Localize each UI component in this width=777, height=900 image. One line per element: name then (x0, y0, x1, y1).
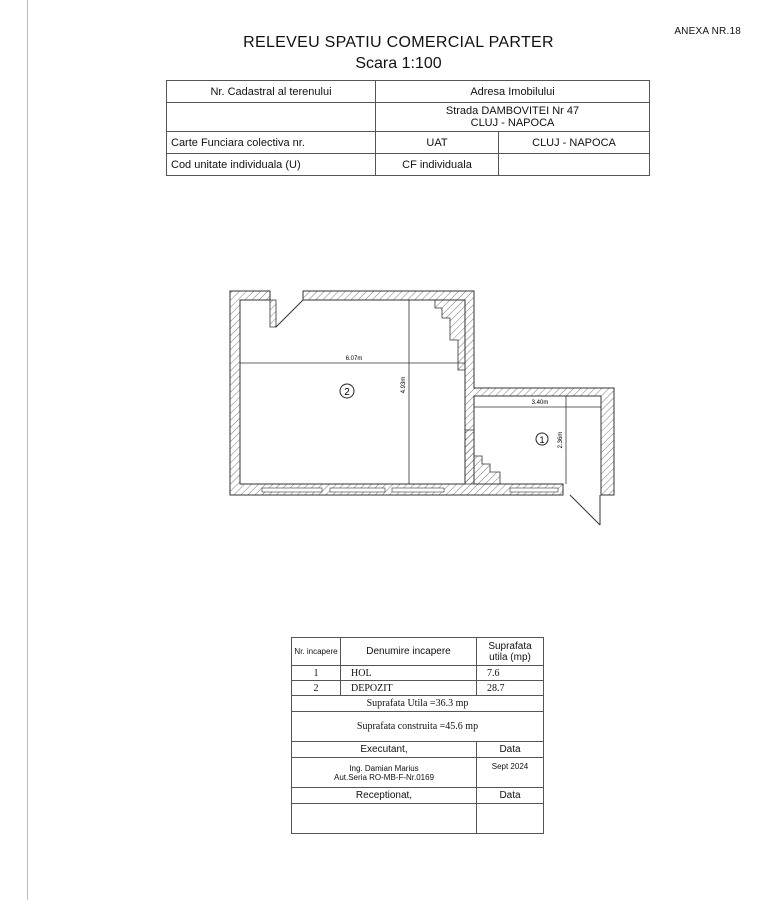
executant-label: Executant, (292, 742, 477, 758)
plan-window (392, 488, 444, 492)
address-city: CLUJ - NAPOCA (470, 117, 555, 129)
dim-room1-height: 2.36m (558, 431, 564, 449)
received-date (477, 804, 544, 834)
executant-details (292, 758, 477, 788)
usable-area-total: Suprafata Utila =36.3 mp (292, 696, 544, 712)
built-area-total: Suprafata construita =45.6 mp (292, 712, 544, 742)
uat-value: CLUJ - NAPOCA (499, 132, 650, 154)
plan-window (330, 488, 385, 492)
cf-collective-label: Carte Funciara colectiva nr. (167, 132, 376, 154)
address-street: Strada DAMBOVITEI Nr 47 (445, 105, 580, 117)
plan-outer-wall (230, 291, 614, 495)
uat-label: UAT (376, 132, 499, 154)
plan-stepped-wall (435, 300, 465, 370)
room-nr: 1 (292, 666, 341, 681)
rooms-table (291, 637, 544, 834)
executant-date: Sept 2024 (477, 758, 544, 788)
table-row (292, 681, 544, 696)
document-title: RELEVEU SPATIU COMERCIAL PARTER (243, 34, 554, 51)
col-header-nr: Nr. incapere (292, 638, 341, 666)
table-row (292, 666, 544, 681)
room-area: 7.6 (477, 666, 544, 681)
dim-room2-width: 6.07m (345, 356, 363, 362)
plan-window (510, 488, 558, 492)
col-header-area: Suprafata utila (mp) (477, 638, 544, 666)
plan-door-swing-left (276, 300, 303, 327)
executant-name: Ing. Damian Marius (349, 763, 419, 773)
plan-window (262, 488, 322, 492)
cf-individual-label: CF individuala (376, 154, 499, 176)
col-header-name: Denumire incapere (341, 638, 477, 666)
room-name: HOL (341, 666, 477, 681)
received-date-label: Data (477, 788, 544, 804)
room-area: 28.7 (477, 681, 544, 696)
received-label: Receptionat, (292, 788, 477, 804)
plan-stair-block (465, 430, 500, 484)
dim-room2-height: 4.93m (401, 376, 407, 394)
plan-wall-notch (270, 300, 276, 327)
dim-room1-width: 3.40m (531, 400, 549, 406)
executant-authorization: Aut.Seria RO-MB-F-Nr.0169 (333, 772, 435, 782)
annex-label: ANEXA NR.18 (674, 26, 741, 37)
plan-door-swing-right (570, 495, 600, 525)
room2-marker: 2 (344, 387, 350, 398)
room1-marker: 1 (539, 435, 545, 445)
unit-code-label: Cod unitate individuala (U) (167, 154, 376, 176)
received-signature (292, 804, 477, 834)
address-label: Adresa Imobilului (376, 81, 650, 103)
cadastral-label: Nr. Cadastral al terenului (167, 81, 376, 103)
room-name: DEPOZIT (341, 681, 477, 696)
executant-date-label: Data (477, 742, 544, 758)
scale-label: Scara 1:100 (355, 55, 442, 72)
room-nr: 2 (292, 681, 341, 696)
